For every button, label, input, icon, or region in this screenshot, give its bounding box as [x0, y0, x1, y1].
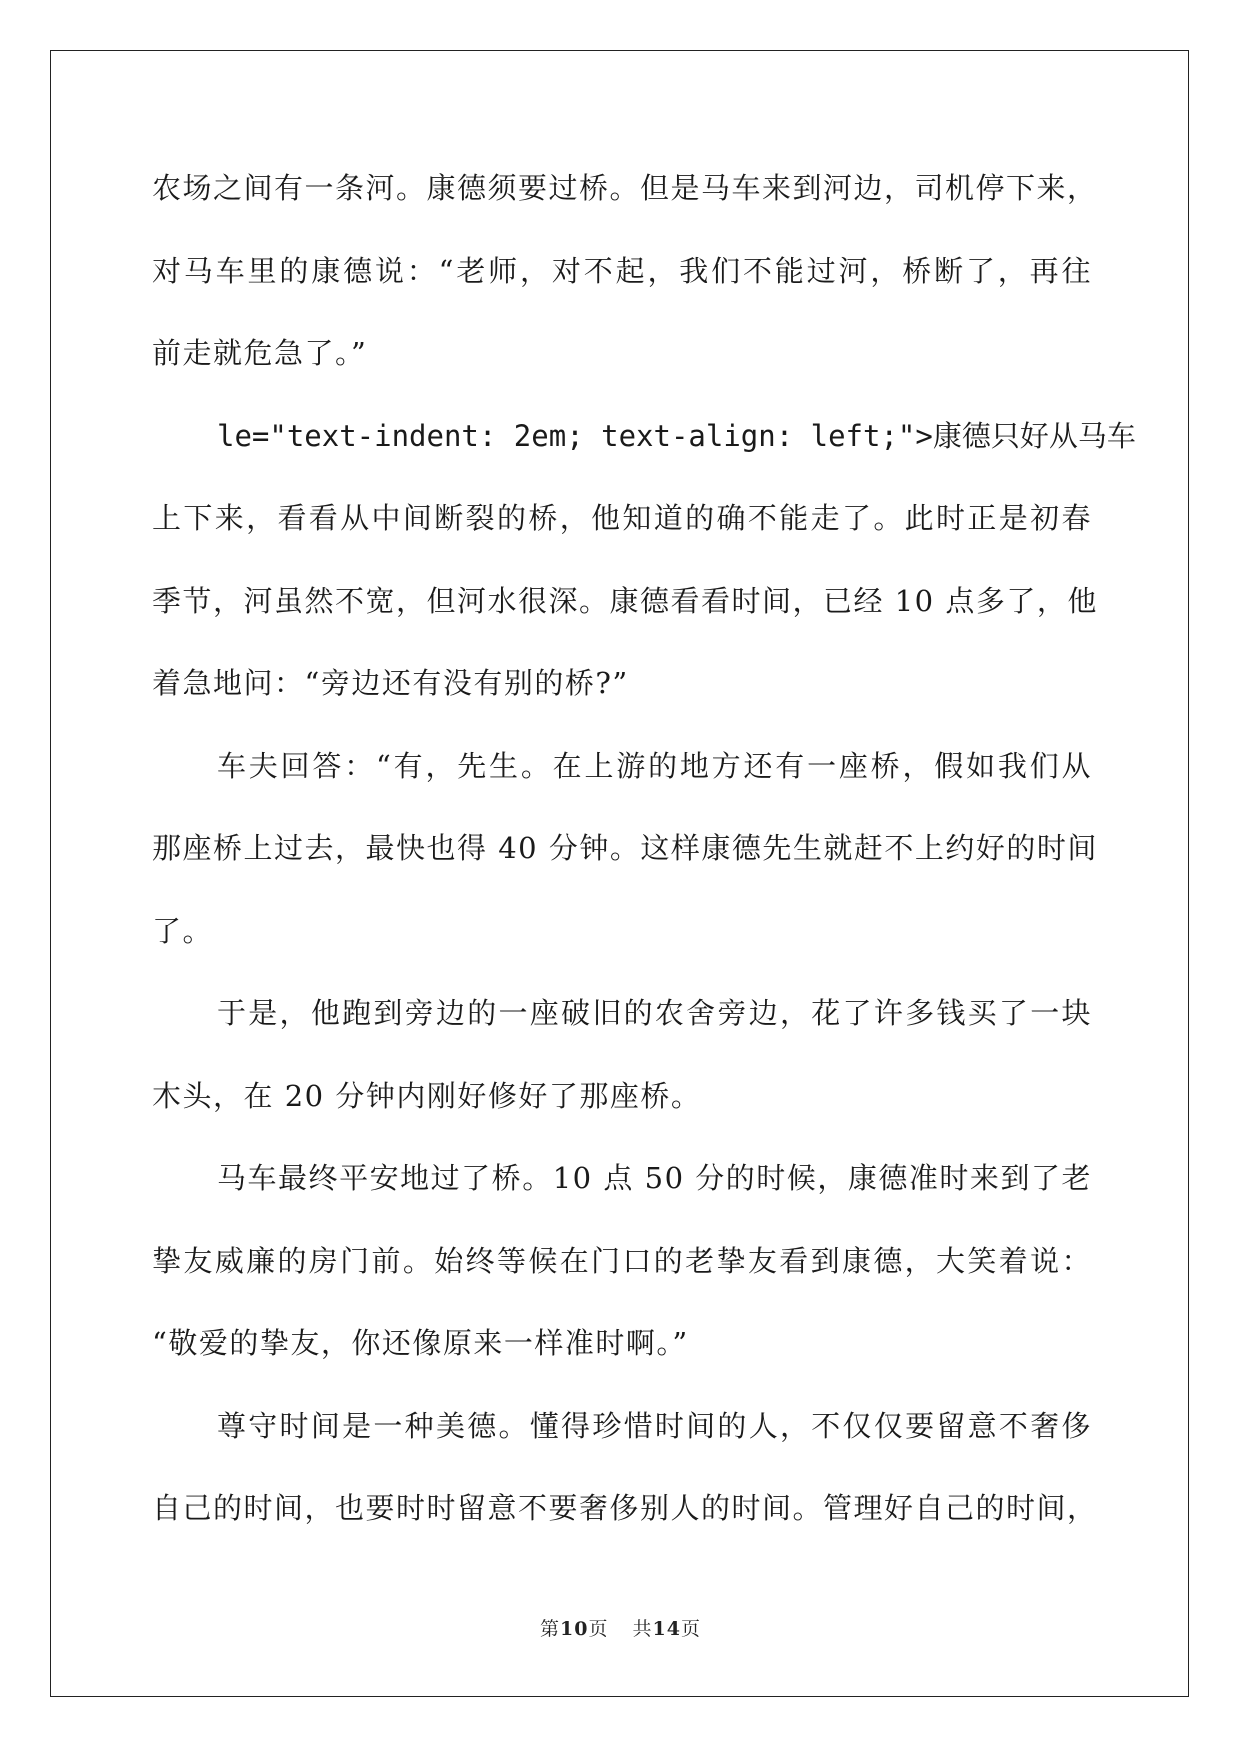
total-suffix: 页	[680, 1618, 701, 1640]
page-suffix: 页	[588, 1618, 609, 1640]
text-line: 车夫回答：“有，先生。在上游的地方还有一座桥，假如我们从	[217, 748, 1092, 783]
text-line: 着急地问：“旁边还有没有别的桥?”	[152, 666, 629, 700]
text-line: 了。	[152, 913, 214, 948]
text-line: 木头，在 20 分钟内刚好修好了那座桥。	[152, 1078, 702, 1113]
page-prefix: 第	[540, 1618, 561, 1640]
text-line: 自己的时间，也要时时留意不要奢侈别人的时间。管理好自己的时间，	[152, 1491, 1098, 1525]
text-line: 农场之间有一条河。康德须要过桥。但是马车来到河边，司机停下来，	[152, 171, 1098, 205]
text-line: le="text-indent: 2em; text-align: left;">康德只好从马车	[217, 418, 1136, 453]
text-line: 前走就危急了。”	[152, 336, 368, 370]
text-line: 马车最终平安地过了桥。10 点 50 分的时候，康德准时来到了老	[217, 1161, 1092, 1195]
page-footer	[0, 1614, 1241, 1641]
document-body	[152, 158, 1136, 1561]
text-line: 上下来，看看从中间断裂的桥，他知道的确不能走了。此时正是初春	[152, 501, 1092, 535]
text-line: 对马车里的康德说：“老师，对不起，我们不能过河，桥断了，再往	[152, 253, 1092, 288]
text-line: 尊守时间是一种美德。懂得珍惜时间的人，不仅仅要留意不奢侈	[217, 1408, 1092, 1443]
text-line: “敬爱的挚友，你还像原来一样准时啊。”	[152, 1326, 689, 1360]
total-prefix: 共	[632, 1618, 653, 1640]
page-number: 10	[560, 1618, 589, 1640]
text-line: 于是，他跑到旁边的一座破旧的农舍旁边，花了许多钱买了一块	[217, 996, 1092, 1030]
text-line: 挚友威廉的房门前。始终等候在门口的老挚友看到康德，大笑着说：	[152, 1243, 1092, 1278]
text-line: 那座桥上过去，最快也得 40 分钟。这样康德先生就赶不上约好的时间	[152, 831, 1098, 865]
text-line: 季节，河虽然不宽，但河水很深。康德看看时间，已经 10 点多了，他	[152, 583, 1098, 618]
total-pages: 14	[652, 1618, 681, 1640]
